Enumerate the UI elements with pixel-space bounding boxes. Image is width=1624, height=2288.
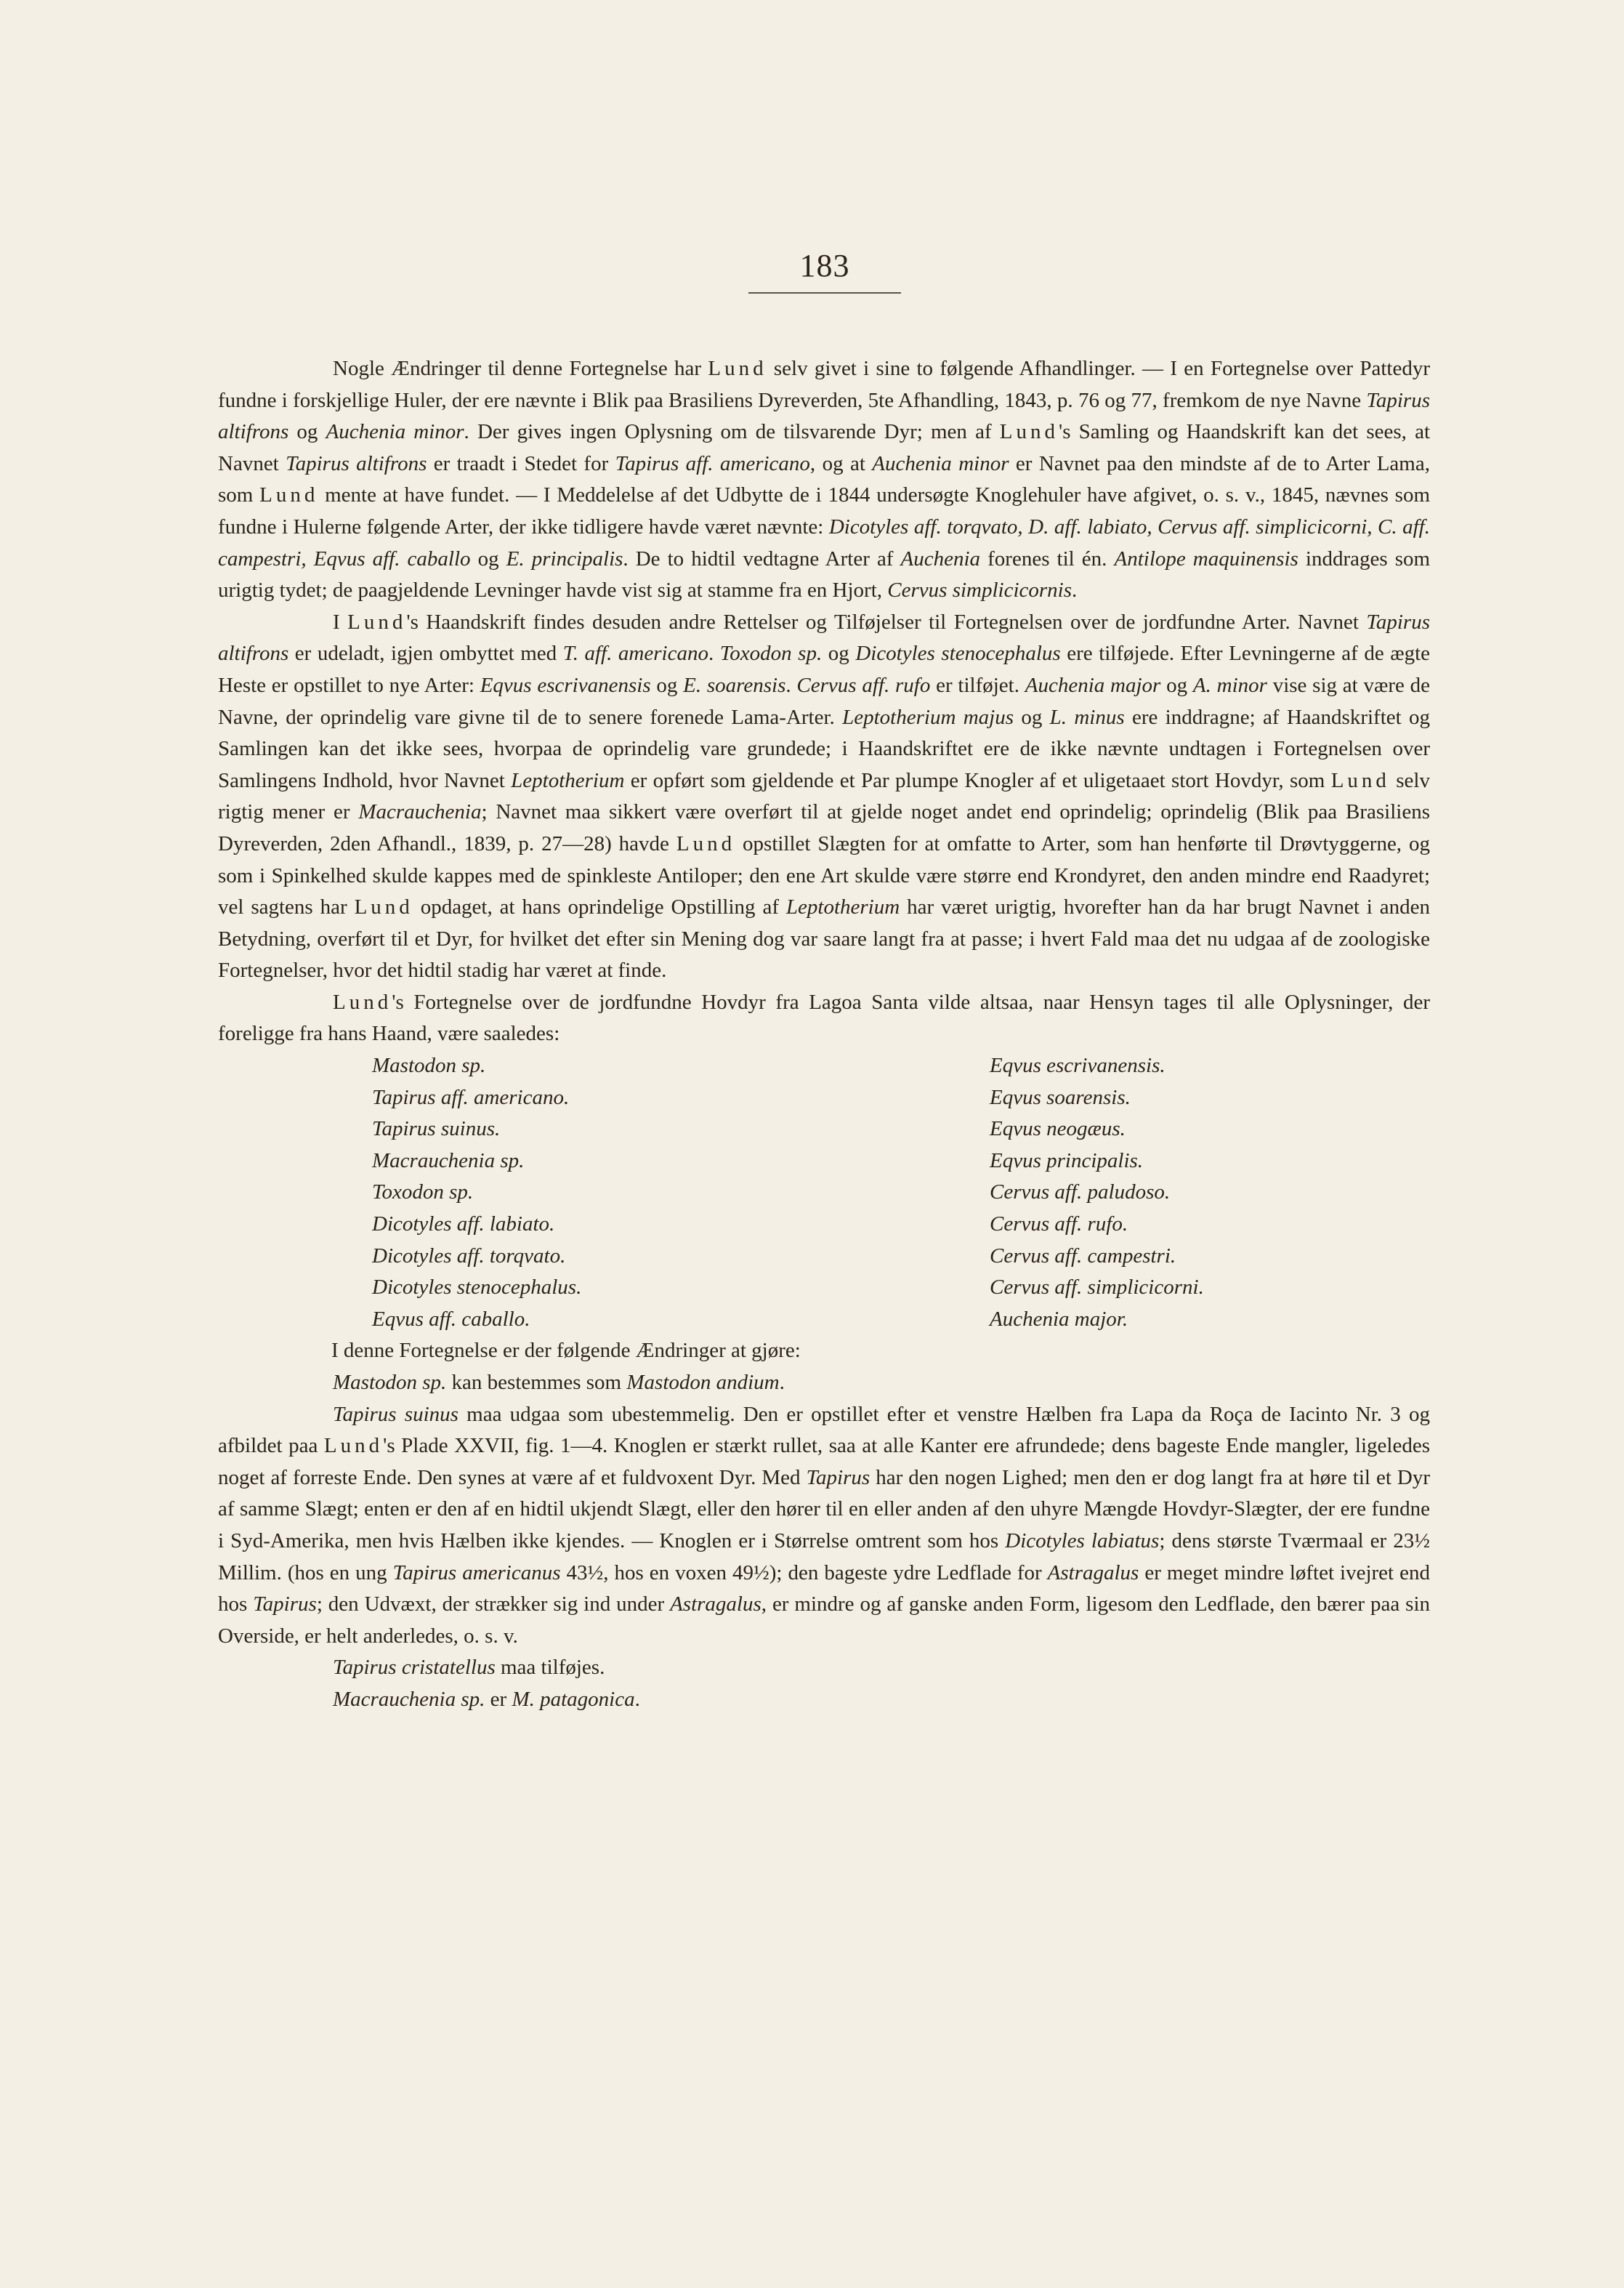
taxon-name: Leptotherium (511, 768, 625, 792)
taxon-name: Tapirus americanus (392, 1560, 561, 1584)
list-item: Dicotyles aff. torqvato. (372, 1244, 566, 1268)
taxon-name: Toxodon sp. (719, 642, 823, 666)
taxon-name: Tapirus aff. americano (615, 451, 810, 475)
taxon-name: Auchenia major (1025, 673, 1161, 697)
taxon-name: Tapirus cristatellus (333, 1656, 496, 1680)
taxon-name: Tapirus (806, 1465, 870, 1489)
paragraph: Nogle Ændringer til denne Fortegnelse har Lund selv givet i sine to følgende Afhandlinger. — I en Fortegnelse over Pattedyr fundne i forskjellige Huler, der ere nævnte i Blik paa Brasiliens Dyreverden, 5te Afhandling, 1843, p. 76 og 77, fremkom de nye Navne Tapirus altifrons og Auchenia minor. Der gives ingen Oplysning om de tilsvarende Dyr; men af Lund's Samling og Haandskrift kan det sees, at Navnet Tapirus altifrons er traadt i Stedet for Tapirus aff. americano, og at Auchenia minor er Navnet paa den mindste af de to Arter Lama, som Lund mente at have fundet. — I Meddelelse af det Udbytte de i 1844 undersøgte Knoglehuler have afgivet, o. s. v., 1845, nævnes som fundne i Hulerne følgende Arter, der ikke tidligere havde været nævnte: Dicotyles aff. torqvato, D. aff. labiato, Cervus aff. simplicicorni, C. aff. campestri, Eqvus aff. caballo og E. principalis. De to hidtil vedtagne Arter af Auchenia forenes til én. Antilope maquinensis inddrages som urigtig tydet; de paagjeldende Levninger havde vist sig at stamme fra en Hjort, Cervus simplicicornis. (218, 357, 1431, 603)
author-name: Lund (354, 895, 413, 919)
list-item: Eqvus neogæus. (990, 1117, 1126, 1141)
author-name: Lund (323, 1434, 384, 1458)
taxon-name: M. patagonica (512, 1687, 635, 1711)
paragraph: Tapirus cristatellus maa tilføjes. (333, 1656, 605, 1680)
paragraph: Macrauchenia sp. er M. patagonica. (333, 1687, 640, 1711)
list-item: Cervus aff. rufo. (990, 1212, 1128, 1236)
taxon-name: Mastodon sp. (333, 1371, 447, 1394)
page-number-rule (748, 292, 901, 294)
species-list-left-column (218, 1050, 990, 1335)
taxon-name: Dicotyles stenocephalus (855, 642, 1061, 666)
list-item: Toxodon sp. (372, 1180, 474, 1204)
paragraph: Mastodon sp. kan bestemmes som Mastodon andium. (333, 1371, 785, 1394)
taxon-name: Tapirus suinus (333, 1402, 458, 1426)
taxon-name: Auchenia minor (872, 451, 1009, 475)
paragraph: Lund's Fortegnelse over de jordfundne Hovdyr fra Lagoa Santa vilde altsaa, naar Hensyn tages til alle Oplysninger, der foreligge fra hans Haand, være saaledes: (218, 990, 1430, 1046)
list-item: Dicotyles stenocephalus. (372, 1276, 582, 1300)
taxon-name: E. soarensis (683, 673, 786, 697)
taxon-name: Dicotyles aff. torqvato, D. aff. labiato, Cervus aff. simplicicorni, C. aff. campestri, Eqvus aff. caballo (218, 515, 1430, 571)
taxon-name: Dicotyles labiatus (1005, 1528, 1160, 1552)
taxon-name: A. minor (1192, 673, 1267, 697)
author-name: Lund (708, 357, 767, 380)
author-name: Lund (999, 420, 1059, 444)
list-item: Dicotyles aff. labiato. (372, 1212, 555, 1236)
taxon-name: Tapirus altifrons (286, 451, 427, 475)
list-item: Eqvus soarensis. (990, 1085, 1131, 1109)
author-name: Lund (347, 610, 407, 634)
species-list-right-column (990, 1050, 1430, 1335)
taxon-name: Auchenia (900, 547, 981, 571)
taxon-name: Eqvus escrivanensis (480, 673, 651, 697)
taxon-name: Cervus simplicicornis (887, 579, 1072, 603)
taxon-name: Astragalus (1047, 1560, 1139, 1584)
taxon-name: Tapirus altifrons (218, 610, 1430, 666)
species-list (218, 1050, 1430, 1335)
list-item: Eqvus aff. caballo. (372, 1307, 530, 1331)
taxon-name: Leptotherium (785, 895, 900, 919)
paragraph: I Lund's Haandskrift findes desuden andre Rettelser og Tilføjelser til Fortegnelsen over de jordfundne Arter. Navnet Tapirus altifrons er udeladt, igjen ombyttet med T. aff. americano. Toxodon sp. og Dicotyles stenocephalus ere tilføjede. Efter Levningerne af de ægte Heste er opstillet to nye Arter: Eqvus escrivanensis og E. soarensis. Cervus aff. rufo er tilføjet. Auchenia major og A. minor vise sig at være de Navne, der oprindelig vare givne til de to senere forenede Lama-Arter. Leptotherium majus og L. minus ere inddragne; af Haandskriftet og Samlingen kan det ikke sees, hvorpaa de oprindelig vare grundede; i Haandskriftet ere de ikke nævnte undtagen i Fortegnelsen over Samlingens Indhold, hvor Navnet Leptotherium er opført som gjeldende et Par plumpe Knogler af et uligetaaet stort Hovdyr, som Lund selv rigtig mener er Macrauchenia; Navnet maa sikkert være overført til at gjelde noget andet end oprindelig; oprindelig (Blik paa Brasiliens Dyreverden, 2den Afhandl., 1839, p. 27—28) havde Lund opstillet Slægten for at omfatte to Arter, som han henførte til Drøvtyggerne, og som i Spinkelhed skulde kappes med de spinkleste Antiloper; den ene Art skulde være større end Krondyret, den anden mindre end Raadyret; vel sagtens har Lund opdaget, at hans oprindelige Opstilling af Leptotherium har været urigtig, hvorefter han da har brugt Navnet i anden Betydning, overført til et Dyr, for hvilket det efter sin Mening dog var saare langt fra at passe; i hvert Fald maa det nu udgaa af de zoologiske Fortegnelser, hvor det hidtil stadig har været at finde. (218, 610, 1431, 983)
list-item: Eqvus escrivanensis. (990, 1054, 1166, 1078)
taxon-name: Astragalus (670, 1592, 761, 1616)
taxon-name: Macrauchenia (358, 800, 482, 824)
paragraph: I denne Fortegnelse er der følgende Ændringer at gjøre: (331, 1339, 801, 1363)
list-item: Cervus aff. campestri. (990, 1244, 1176, 1268)
author-name: Lund (1330, 768, 1390, 792)
paragraph: Tapirus suinus maa udgaa som ubestemmelig. Den er opstillet efter et venstre Hælben fra Lapa da Roça de Iacinto Nr. 3 og afbildet paa Lund's Plade XXVII, fig. 1—4. Knoglen er stærkt rullet, saa at alle Kanter ere afrundede; dens bageste Ende mangler, ligeledes noget af forreste Ende. Den synes at være af et fuldvoxent Dyr. Med Tapirus har den nogen Lighed; men den er dog langt fra at høre til et Dyr af samme Slægt; enten er den af en hidtil ukjendt Slægt, eller den hører til en eller anden af den uhyre Mængde Hovdyr-Slægter, der ere fundne i Syd-Amerika, men hvis Hælben ikke kjendes. — Knoglen er i Størrelse omtrent som hos Dicotyles labiatus; dens største Tværmaal er 23½ Millim. (hos en ung Tapirus americanus 43½, hos en voxen 49½); den bageste ydre Ledflade for Astragalus er meget mindre løftet ivejret end hos Tapirus; den Udvæxt, der strækker sig ind under Astragalus, er mindre og af ganske anden Form, ligesom den Ledflade, den bærer paa sin Overside, er helt anderledes, o. s. v. (218, 1402, 1430, 1648)
list-item: Tapirus suinus. (372, 1117, 501, 1141)
page-number: 183 (799, 248, 850, 283)
list-item: Macrauchenia sp. (372, 1148, 525, 1172)
body-text (218, 353, 1430, 1716)
taxon-name: E. principalis (506, 547, 623, 571)
taxon-name: Tapirus (253, 1592, 317, 1616)
taxon-name: Mastodon andium (626, 1371, 780, 1394)
list-item: Eqvus principalis. (990, 1148, 1144, 1172)
taxon-name: T. aff. americano (562, 642, 708, 666)
list-item: Cervus aff. paludoso. (990, 1180, 1171, 1204)
taxon-name: Cervus aff. rufo (796, 673, 931, 697)
taxon-name: L. minus (1049, 705, 1125, 729)
taxon-name: Tapirus altifrons (218, 388, 1430, 444)
author-name: Lund (333, 990, 392, 1014)
list-item: Tapirus aff. americano. (372, 1085, 570, 1109)
author-name: Lund (259, 483, 319, 507)
list-item: Auchenia major. (990, 1307, 1128, 1331)
list-item: Cervus aff. simplicicorni. (990, 1276, 1204, 1300)
taxon-name: Leptotherium majus (842, 705, 1014, 729)
taxon-name: Antilope maquinensis (1114, 547, 1298, 571)
taxon-name: Auchenia minor (326, 420, 464, 444)
author-name: Lund (676, 831, 736, 855)
list-item: Mastodon sp. (372, 1054, 486, 1078)
taxon-name: Macrauchenia sp. (333, 1687, 485, 1711)
